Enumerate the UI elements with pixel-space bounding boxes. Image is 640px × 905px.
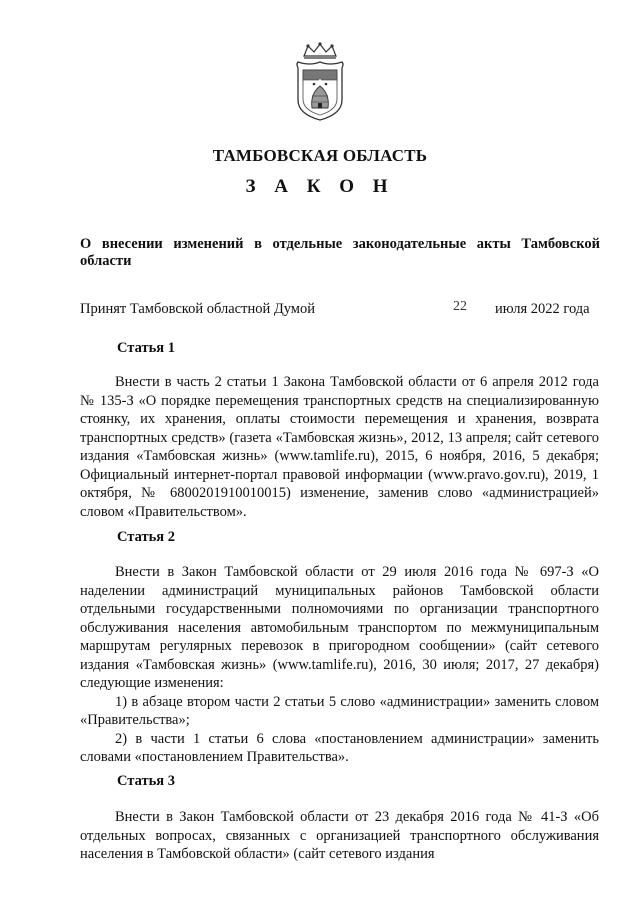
document-type: З А К О Н (245, 176, 395, 197)
article-1-heading: Статья 1 (117, 340, 175, 356)
tambov-coat-of-arms-icon (292, 42, 348, 122)
adoption-day: 22 (453, 299, 467, 314)
region-name: ТАМБОВСКАЯ ОБЛАСТЬ (212, 146, 428, 165)
article-2-intro: Внести в Закон Тамбовской области от 29 июля 2016 года № 697-З «О наделении администраций муниципальных районов Тамбовской области отдельными государственными полномочиями по организации транспортного обслуживания населения автомобильным транспортом по межмуниципальным маршрутам регулярных перевозок в пригородном сообщении» (сайт сетевого издания «Тамбовская жизнь» (www.tamlife.ru), 2016, 30 июля; 2017, 27 декабря) следующие изменения: (80, 564, 599, 691)
article-3-body (80, 808, 599, 864)
article-3-paragraph: Внести в Закон Тамбовской области от 23 декабря 2016 года № 41-З «Об отдельных вопросах, связанных с организацией транспортного обслуживания населения в Тамбовской области» (сайт сетевого издания (80, 809, 599, 862)
article-1-body (80, 373, 599, 521)
adoption-month-year: июля 2022 года (495, 301, 590, 317)
law-title: О внесении изменений в отдельные законодательные акты Тамбовской области (80, 236, 600, 269)
article-2-item-2: 2) в части 1 статьи 6 слова «постановлением администрации» заменить словами «постановлением Правительства». (80, 730, 599, 765)
article-2-heading: Статья 2 (117, 529, 175, 545)
adoption-line (80, 301, 600, 321)
article-2-body (80, 563, 599, 767)
article-2-item-1: 1) в абзаце втором части 2 статьи 5 слово «администрации» заменить словом «Правительства»; (80, 693, 599, 728)
article-3-heading: Статья 3 (117, 773, 175, 789)
article-1-paragraph: Внести в часть 2 статьи 1 Закона Тамбовской области от 6 апреля 2012 года № 135-З «О порядке перемещения транспортных средств на специализированную стоянку, их хранения, оплаты стоимости перемещения и хранения, возврата транспортных средств» (газета «Тамбовская жизнь», 2012, 13 апреля; сайт сетевого издания «Тамбовская жизнь» (www.tamlife.ru), 2015, 6 ноября, 2016, 5 декабря; Официальный интернет-портал правовой информации (www.pravo.gov.ru), 2019, 1 октября, № 6800201910010015) изменение, заменив слово «администрацией» словом «Правительством». (80, 374, 599, 520)
adopted-by: Принят Тамбовской областной Думой (80, 301, 315, 317)
